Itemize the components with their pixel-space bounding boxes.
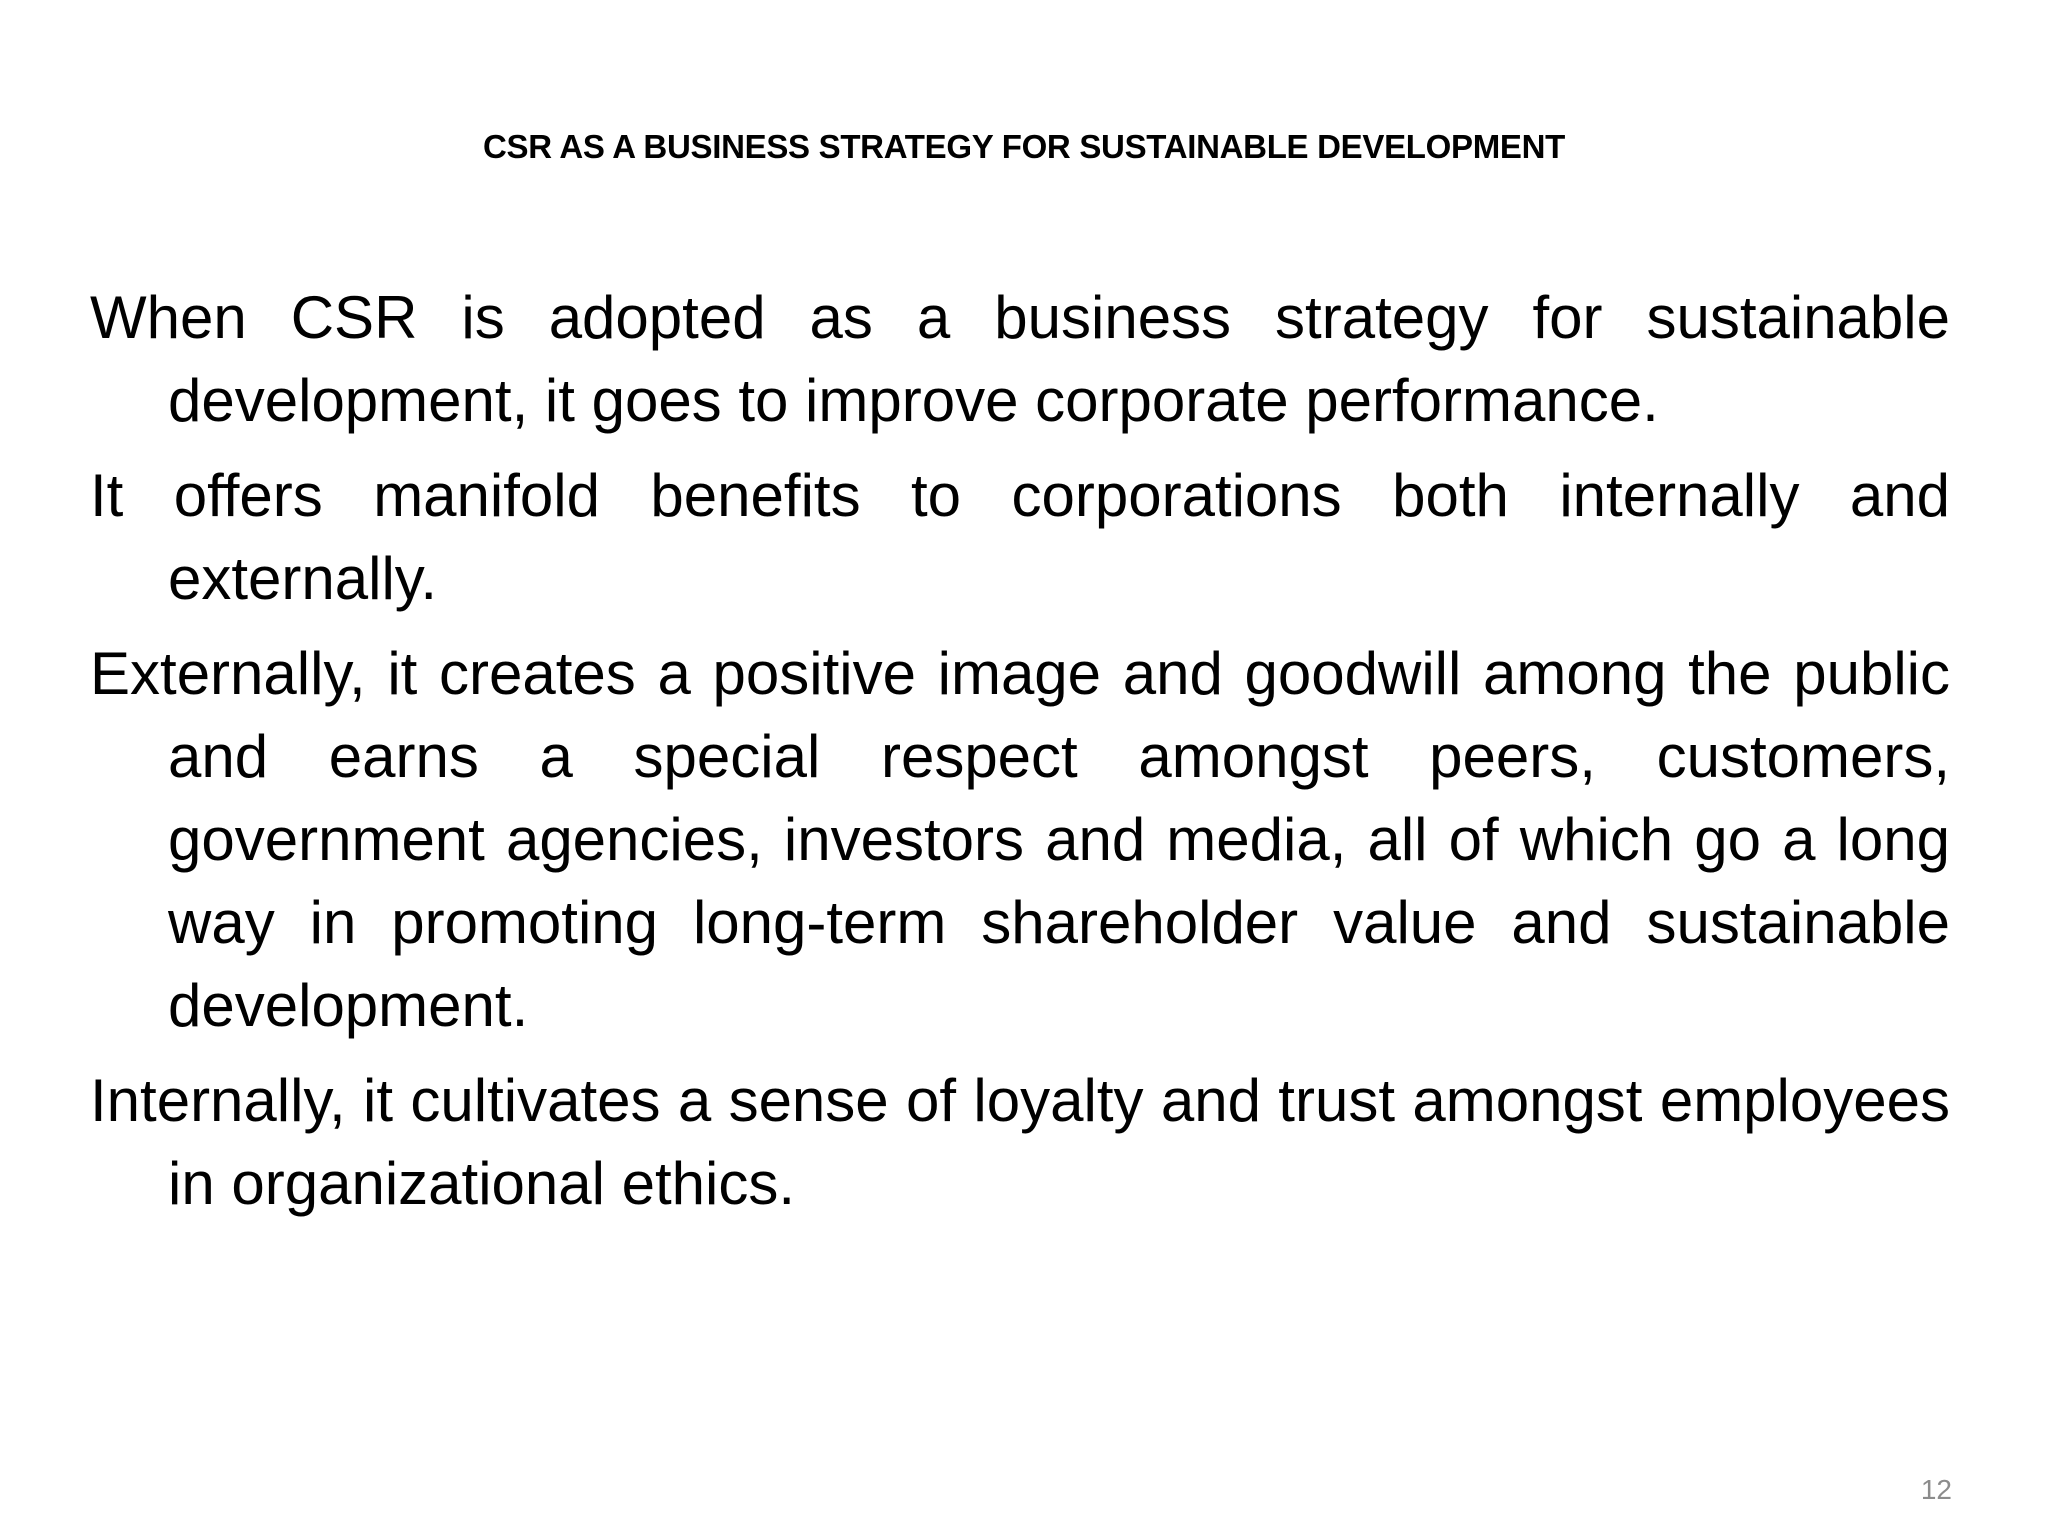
paragraph-2: It offers manifold benefits to corporations both internally and externally.	[90, 462, 1950, 612]
paragraph-3: Externally, it creates a positive image and goodwill among the public and earns a special respect amongst peers, customers, government agencies, investors and media, all of which go a long way in promoting long-term shareholder value and sustainable development.	[90, 640, 1950, 1039]
slide-body	[90, 276, 1950, 1237]
page-number: 12	[1920, 1474, 1952, 1505]
paragraph-1: When CSR is adopted as a business strategy for sustainable development, it goes to improve corporate performance.	[90, 284, 1950, 434]
paragraph-4: Internally, it cultivates a sense of loyalty and trust amongst employees in organizational ethics.	[90, 1067, 1950, 1217]
slide-title: CSR AS A BUSINESS STRATEGY FOR SUSTAINABLE DEVELOPMENT	[482, 128, 1566, 165]
